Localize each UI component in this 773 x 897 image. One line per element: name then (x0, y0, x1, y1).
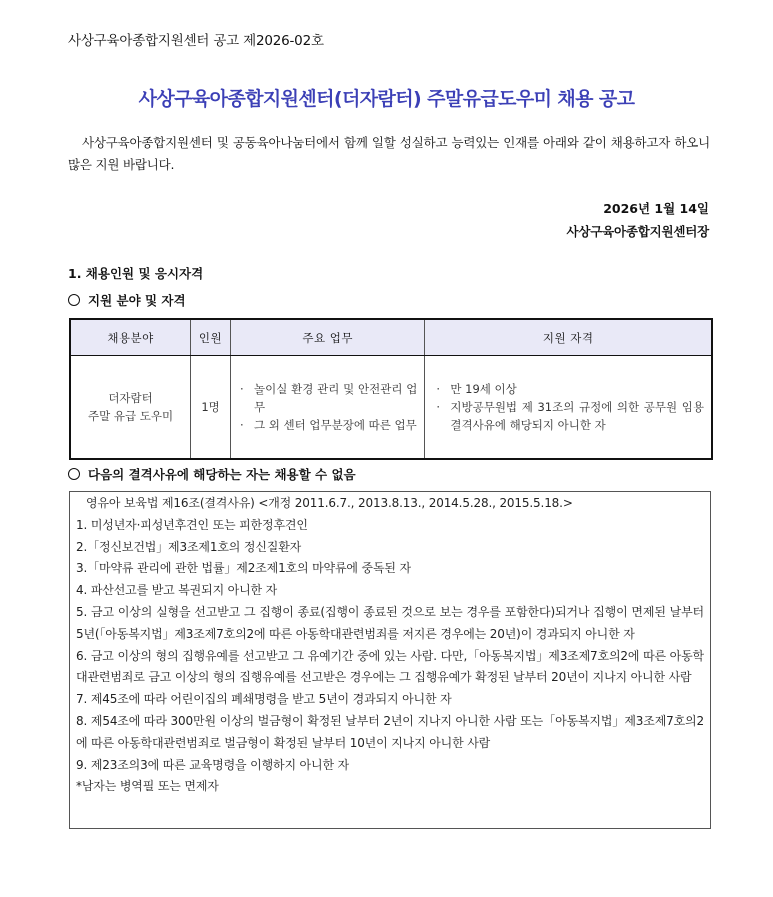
header-field: 채용분야 (70, 319, 191, 356)
military-note: *남자는 병역필 또는 면제자 (76, 779, 219, 794)
field-name-line2: 주말 유급 도우미 (88, 409, 174, 423)
disqualification-item: 1. 미성년자·피성년후견인 또는 피한정후견인 (76, 517, 308, 532)
cell-duties (230, 356, 424, 460)
disqualification-item: 5. 금고 이상의 실형을 선고받고 그 집행이 종료(집행이 종료된 것으로 보는 경우를 포함한다)되거나 집행이 면제된 날부터 5년(「아동복지법」제3조제7호의2에 따른 아동학대관련범죄를 저지른 경우에는 20년)이 경과되지 아니한 자 (76, 604, 704, 641)
intro-paragraph: 사상구육아종합지원센터 및 공동육아나눔터에서 함께 일할 성실하고 능력있는 인재를 아래와 같이 채용하고자 하오니 많은 지원 바랍니다. (68, 135, 710, 172)
disqualification-item: 8. 제54조에 따라 300만원 이상의 벌금형이 확정된 날부터 2년이 지나지 아니한 사람 또는「아동복지법」제3조제7호의2에 따른 아동학대관련범죄로 벌금형이 확정된 날부터 10년이 지나지 아니한 사람 (76, 713, 704, 750)
cell-qualifications (425, 356, 712, 460)
duty-item: · 놀이실 환경 관리 및 안전관리 업무 (240, 380, 417, 416)
duty-item: · 그 외 센터 업무분장에 따른 업무 (240, 416, 417, 434)
circle-bullet-icon (68, 468, 80, 480)
circle-bullet-icon (68, 294, 80, 306)
disqualification-item: 6. 금고 이상의 형의 집행유예를 선고받고 그 유예기간 중에 있는 사람. 다만,「아동복지법」제3조제7호의2에 따른 아동학대관련범죄로 금고 이상의 형의 집행유예를 선고받은 경우에는 그 집행유예가 확정된 날부터 20년이 지나지 아니한 사람 (76, 648, 704, 685)
subheading-label: 다음의 결격사유에 해당하는 자는 채용할 수 없음 (88, 467, 356, 482)
table-header-row (70, 319, 712, 356)
disqualification-item: 9. 제23조의3에 따른 교육명령을 이행하지 아니한 자 (76, 757, 349, 772)
disqualification-box (69, 491, 711, 829)
cell-field (70, 356, 191, 460)
disqualification-item: 3.「마약류 관리에 관한 법률」제2조제1호의 마약류에 중독된 자 (76, 561, 411, 576)
table-row (70, 356, 712, 460)
notice-issuer: 사상구육아종합지원센터장 (566, 224, 709, 239)
notice-date: 2026년 1월 14일 (603, 201, 709, 216)
cell-count: 1명 (191, 356, 231, 460)
header-count: 인원 (191, 319, 231, 356)
field-name-line1: 더자람터 (108, 391, 153, 405)
subheading-disqualification (68, 465, 356, 483)
disqualification-item: 2.「정신보건법」제3조제1호의 정신질환자 (76, 539, 302, 554)
qualification-item: · 만 19세 이상 (436, 380, 704, 398)
notice-number: 사상구육아종합지원센터 공고 제2026-02호 (68, 33, 324, 49)
recruitment-table (69, 318, 713, 460)
law-reference: 영유아 보육법 제16조(결격사유) <개정 2011.6.7., 2013.8.13., 2014.5.28., 2015.5.18.> (86, 496, 573, 510)
section-heading-recruitment: 1. 채용인원 및 응시자격 (68, 266, 204, 281)
page-title: 사상구육아종합지원센터(더자람터) 주말유급도우미 채용 공고 (138, 88, 635, 110)
disqualification-item: 7. 제45조에 따라 어린이집의 폐쇄명령을 받고 5년이 경과되지 아니한 자 (76, 692, 452, 707)
header-duties: 주요 업무 (230, 319, 424, 356)
subheading-field-qualification (68, 291, 186, 309)
subheading-label: 지원 분야 및 자격 (88, 293, 186, 308)
header-qualifications: 지원 자격 (425, 319, 712, 356)
disqualification-item: 4. 파산선고를 받고 복권되지 아니한 자 (76, 583, 278, 598)
qualification-item: · 지방공무원법 제 31조의 규정에 의한 공무원 임용 결격사유에 해당되지 아니한 자 (436, 398, 704, 434)
